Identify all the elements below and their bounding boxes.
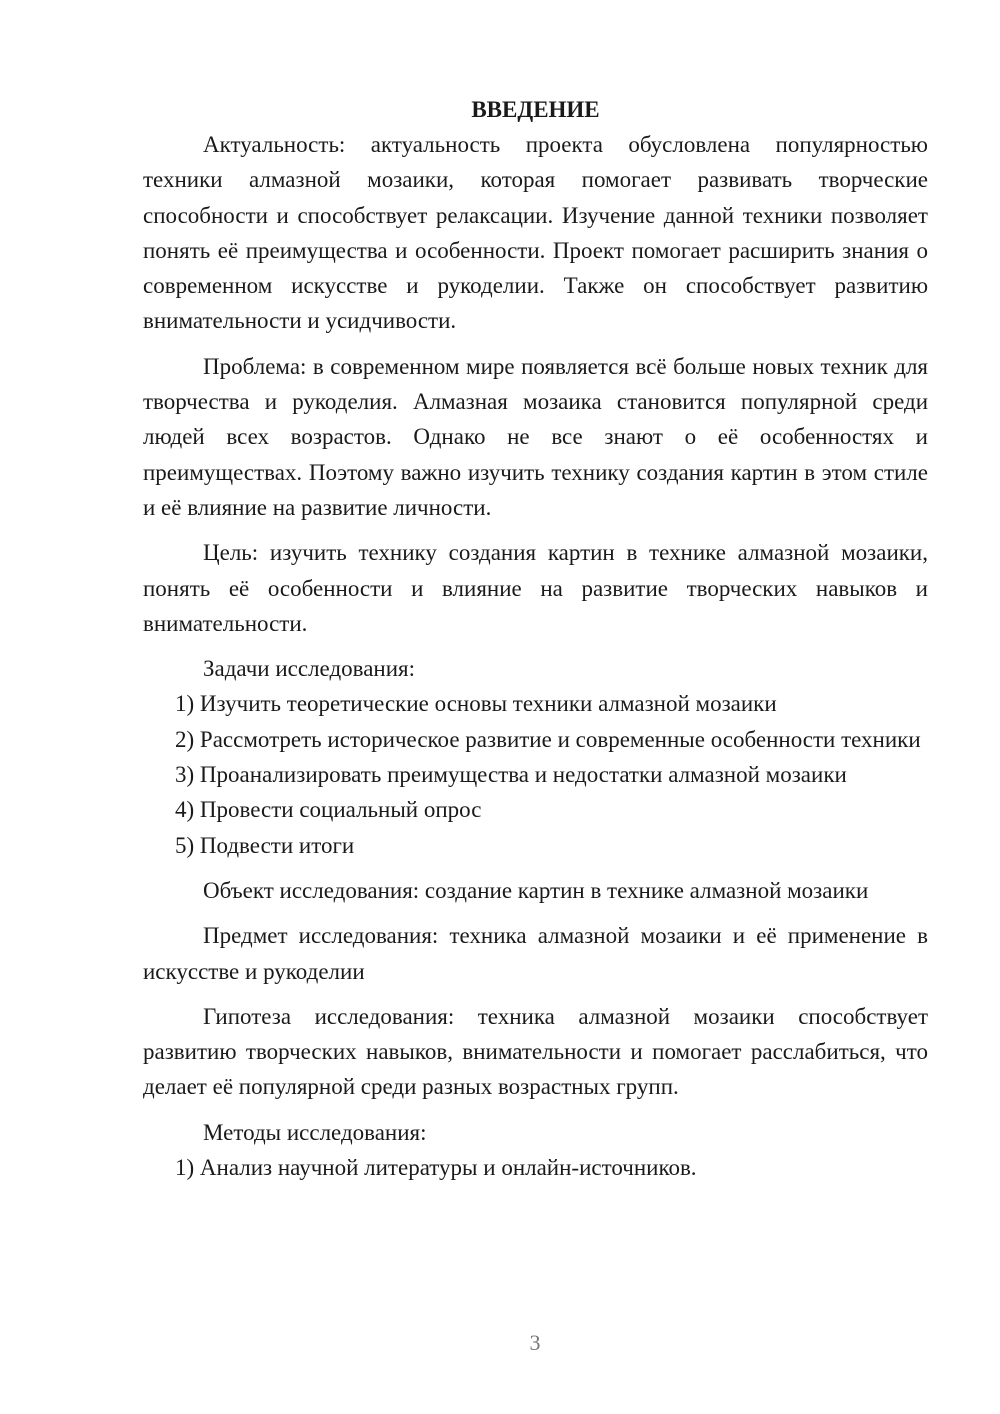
object-paragraph: Объект исследования: создание картин в технике алмазной мозаики [203,877,869,903]
problem-paragraph: Проблема: в современном мире появляется всё больше новых техник для творчества и рукоделия. Алмазная мозаика становится популярной среди людей всех возрастов. Однако не все знают о её особенностях и преимуществах. Поэтому важно изучить технику создания картин в этом стиле и её влияние на развитие личности. [143,353,928,520]
methods-heading: Методы исследования: [203,1119,427,1145]
method-item-1: 1) Анализ научной литературы и онлайн-источников. [175,1155,697,1181]
task-item-1: 1) Изучить теоретические основы техники алмазной мозаики [175,691,777,717]
task-item-4: 4) Провести социальный опрос [175,797,482,823]
tasks-heading: Задачи исследования: [203,656,416,682]
page-number: 3 [529,1330,541,1355]
task-item-3: 3) Проанализировать преимущества и недостатки алмазной мозаики [175,762,847,788]
goal-paragraph: Цель: изучить технику создания картин в технике алмазной мозаики, понять её особенности и влияние на развитие творческих навыков и внимательности. [143,540,928,636]
task-item-5: 5) Подвести итоги [175,832,355,858]
page-title: ВВЕДЕНИЕ [471,97,600,122]
hypothesis-paragraph: Гипотеза исследования: техника алмазной мозаики способствует развитию творческих навыков, внимательности и помогает расслабиться, что делает её популярной среди разных возрастных групп. [143,1003,928,1100]
relevance-paragraph: Актуальность: актуальность проекта обусловлена популярностью техники алмазной мозаики, которая помогает развивать творческие способности и способствует релаксации. Изучение данной техники позволяет понять её преимущества и особенности. Проект помогает расширить знания о современном искусстве и рукоделии. Также он способствует развитию внимательности и усидчивости. [143,132,928,334]
document-page [143,92,928,1185]
subject-paragraph: Предмет исследования: техника алмазной мозаики и её применение в искусстве и рукоделии [143,923,928,984]
task-item-2: 2) Рассмотреть историческое развитие и современные особенности техники [175,726,921,752]
